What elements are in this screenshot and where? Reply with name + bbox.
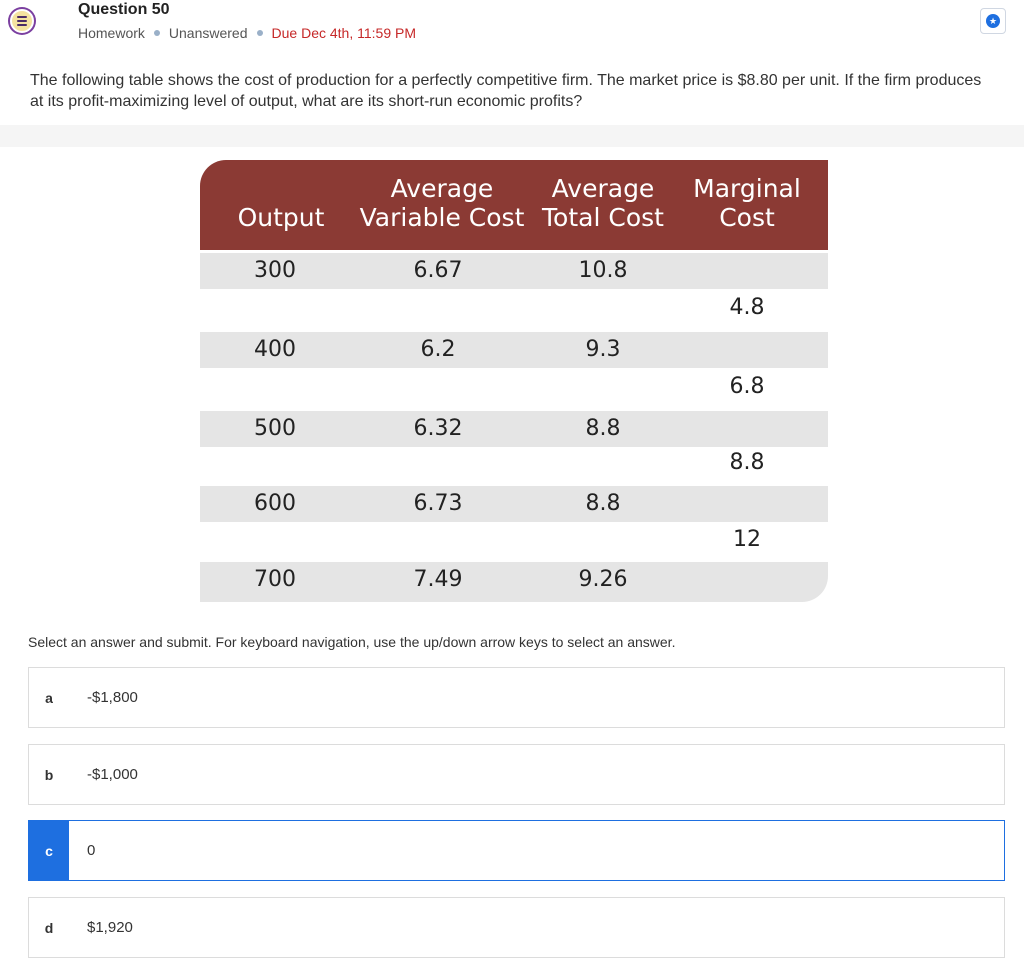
cell-atc: 9.26	[578, 567, 628, 592]
option-text: $1,920	[87, 919, 133, 936]
option-text: -$1,000	[87, 766, 138, 783]
cell-mc: 4.8	[729, 295, 765, 320]
table-row	[200, 253, 828, 289]
cell-output: 500	[254, 416, 296, 441]
option-text: -$1,800	[87, 689, 138, 706]
cell-output: 300	[254, 258, 296, 283]
answer-option-d[interactable]	[28, 897, 1005, 958]
cell-avc: 6.73	[413, 491, 463, 516]
separator-dot	[257, 30, 263, 36]
cell-mc: 8.8	[729, 450, 765, 475]
cell-mc: 12	[733, 527, 761, 552]
option-text: 0	[87, 842, 96, 859]
cell-atc: 8.8	[585, 491, 621, 516]
question-meta	[78, 25, 416, 41]
table-row	[200, 562, 828, 602]
star-icon: ★	[986, 14, 1000, 28]
header-output: Output	[237, 203, 325, 232]
table-header	[200, 160, 828, 250]
due-date: Due Dec 4th, 11:59 PM	[271, 25, 416, 41]
cell-mc: 6.8	[729, 374, 765, 399]
header-atc: Average Total Cost	[542, 174, 664, 232]
instructions: Select an answer and submit. For keyboard navigation, use the up/down arrow keys to select an answer.	[28, 634, 676, 650]
answer-option-b[interactable]	[28, 744, 1005, 805]
option-letter: d	[44, 919, 54, 936]
question-text: The following table shows the cost of production for a perfectly competitive firm. The market price is $8.80 per unit. If the firm produces at its profit-maximizing level of output, what are its short-run economic profits?	[30, 72, 982, 110]
cell-avc: 6.67	[413, 258, 463, 283]
header-mc: Marginal Cost	[693, 174, 801, 232]
cell-output: 400	[254, 337, 296, 362]
option-letter: a	[45, 689, 53, 706]
cell-output: 700	[254, 567, 296, 592]
question-type: Homework	[78, 25, 145, 41]
cell-atc: 8.8	[585, 416, 621, 441]
question-list-icon[interactable]	[8, 7, 36, 35]
question-title: Question 50	[78, 1, 170, 18]
option-letter: c	[29, 821, 69, 880]
bookmark-button[interactable]	[980, 8, 1006, 34]
cell-output: 600	[254, 491, 296, 516]
answer-option-a[interactable]	[28, 667, 1005, 728]
cell-avc: 6.32	[413, 416, 463, 441]
table-row	[200, 332, 828, 368]
question-divider	[0, 125, 1024, 147]
table-row	[200, 486, 828, 522]
cell-avc: 7.49	[413, 567, 463, 592]
cell-atc: 10.8	[578, 258, 628, 283]
question-status: Unanswered	[168, 25, 248, 41]
answer-option-c[interactable]	[28, 820, 1005, 881]
cost-table	[200, 160, 828, 602]
header-avc: Average Variable Cost	[359, 174, 525, 232]
option-letter: b	[44, 766, 54, 783]
cell-atc: 9.3	[585, 337, 621, 362]
table-row	[200, 411, 828, 447]
cell-avc: 6.2	[420, 337, 456, 362]
separator-dot	[154, 30, 160, 36]
